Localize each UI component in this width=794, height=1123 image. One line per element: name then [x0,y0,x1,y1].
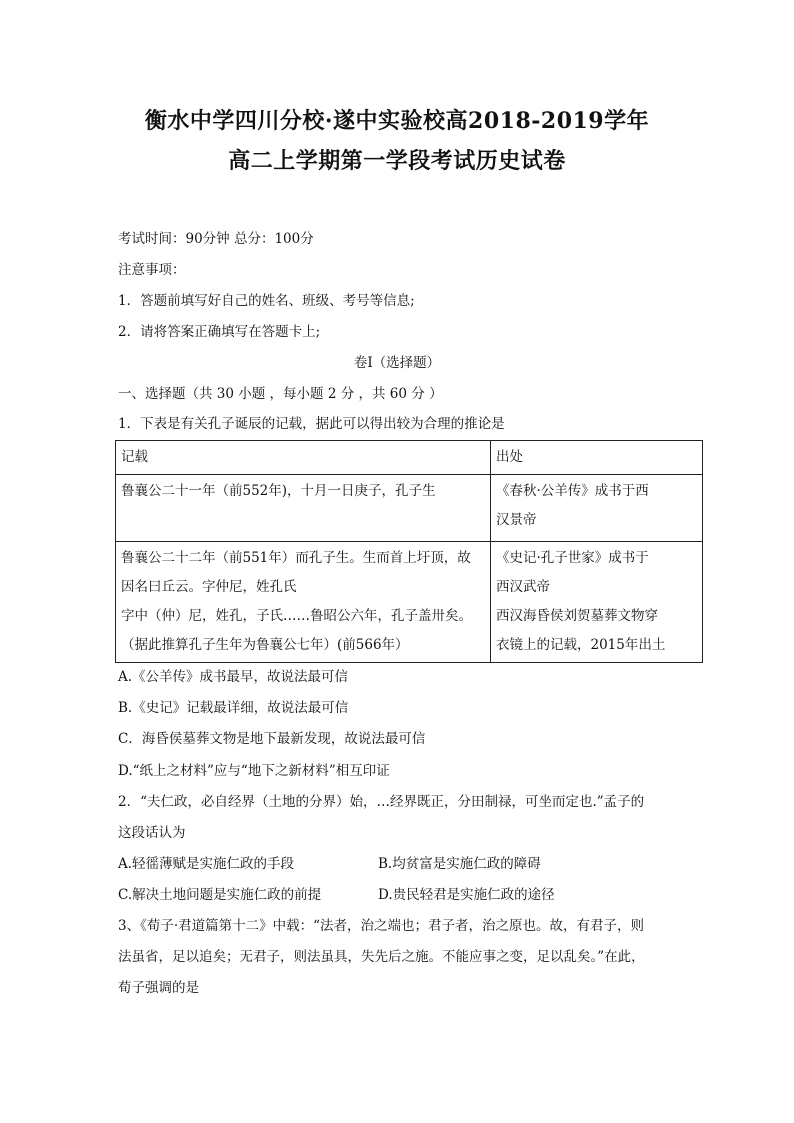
q1-option-a: A.《公羊传》成书最早，故说法最可信 [118,669,349,685]
exam-title-line2: 高二上学期第一学段考试历史试卷 [228,148,566,174]
table-header-record: 记载 [116,441,491,475]
q1-option-d: D.“纸上之材料”应与“地下之新材料”相互印证 [118,763,390,779]
record-cell [116,542,491,663]
q2-stem-line1: 2．“夫仁政，必自经界（土地的分界）始，…经界既正，分田制禄，可坐而定也.”孟子的 [118,794,645,810]
source-cell [491,542,703,663]
source-text: 汉景帝 [496,512,537,528]
note-2: 2．请将答案正确填写在答题卡上; [118,324,321,340]
q3-stem-line3: 荀子强调的是 [118,980,199,996]
q3-stem-line1: 3、《荀子·君道篇第十二》中载：“法者，治之端也；君子者，治之原也。故，有君子，则 [118,918,645,934]
table-row [116,475,703,542]
q2-option-d: D.贵民轻君是实施仁政的途径 [378,887,555,903]
exam-title-line1: 衡水中学四川分校·遂中实验校高2018-2019学年 [144,108,650,134]
q1-stem: 1．下表是有关孔子诞辰的记载，据此可以得出较为合理的推论是 [118,416,505,432]
record-cell [116,475,491,542]
record-text: 因名曰丘云。字仲尼，姓孔氏 [121,579,297,595]
table-header-source: 出处 [491,441,703,475]
record-text: 鲁襄公二十一年（前552年)，十月一日庚子，孔子生 [121,483,436,499]
section-title: 卷I（选择题） [353,355,441,371]
q2-stem-line2: 这段话认为 [118,825,186,841]
record-text: 鲁襄公二十二年（前551年）而孔子生。生而首上圩顶，故 [121,550,471,566]
source-text: 衣镜上的记载，2015年出土 [496,637,666,653]
q3-stem-line2: 法虽省，足以追矣；无君子，则法虽具，失先后之施。不能应事之变，足以乱矣。”在此， [118,949,645,965]
source-text: 西汉武帝 [496,579,550,595]
source-text: 西汉海昏侯刘贺墓葬文物穿 [496,608,658,624]
table-header-row [116,441,703,475]
note-1: 1．答题前填写好自己的姓名、班级、考号等信息; [118,293,415,309]
source-cell [491,475,703,542]
q1-option-b: B.《史记》记载最详细，故说法最可信 [118,700,349,716]
exam-info: 考试时间：90分钟 总分：100分 [118,231,314,247]
source-text: 《春秋·公羊传》成书于西 [496,483,649,499]
source-text: 《史记·孔子世家》成书于 [496,550,649,566]
notes-heading: 注意事项： [118,262,186,278]
q2-option-c: C.解决土地问题是实施仁政的前提 [118,887,322,903]
q1-option-c: C．海昏侯墓葬文物是地下最新发现，故说法最可信 [118,731,426,747]
record-text: （据此推算孔子生年为鲁襄公七年）(前566年） [121,637,409,653]
table-row [116,542,703,663]
record-text: 字中（仲）尼，姓孔，子氏……鲁昭公六年，孔子盖卅矣。 [121,608,472,624]
part-heading: 一、选择题（共 30 小题 ，每小题 2 分 ，共 60 分 ） [118,386,443,402]
q1-record-table [115,440,703,663]
q2-option-a: A.轻徭薄赋是实施仁政的手段 [118,856,295,872]
q2-option-b: B.均贫富是实施仁政的障碍 [378,856,541,872]
